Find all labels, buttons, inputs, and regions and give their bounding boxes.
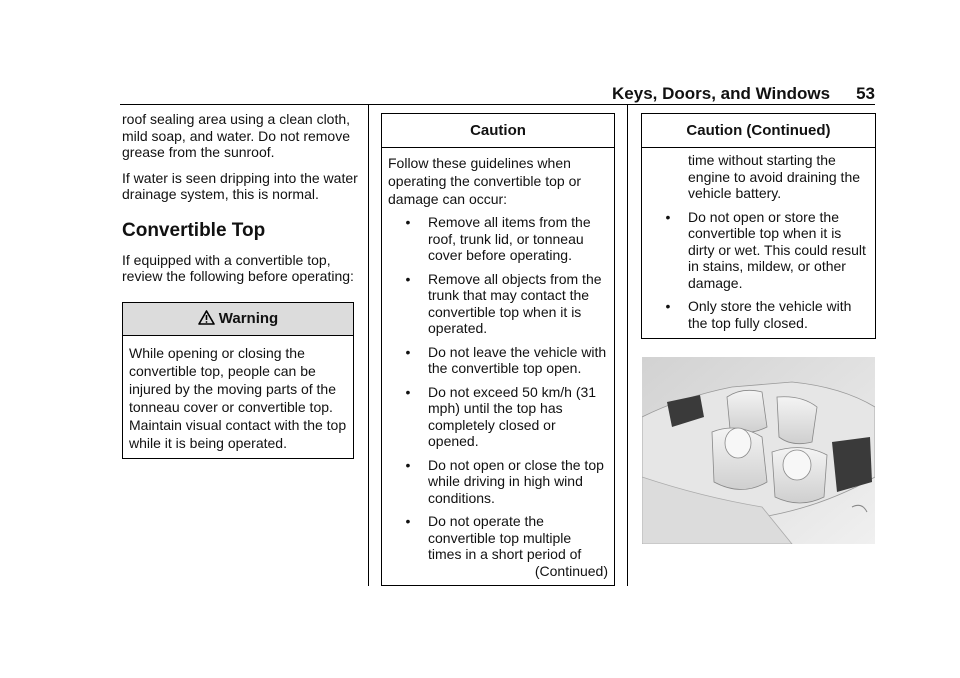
caution-continued-box [641, 113, 876, 339]
bullet: • [665, 298, 671, 314]
running-header [612, 84, 875, 104]
warning-title: Warning [218, 309, 279, 327]
paragraph-intro: If equipped with a convertible top, review the following before operating: [122, 251, 354, 284]
list-item: • Do not open or close the top while driving in high wind conditions. [388, 457, 608, 507]
caution-continued-body [642, 148, 875, 338]
caution-body [382, 148, 614, 585]
list-item: • Do not leave the vehicle with the convertible top open. [388, 344, 608, 377]
caution-box [381, 113, 615, 586]
bullet: • [405, 456, 411, 473]
section-heading: Convertible Top [122, 219, 266, 241]
warning-box [122, 302, 354, 459]
bullet: • [405, 270, 411, 287]
list-item: • Do not operate the convertible top multiple times in a short period of [388, 513, 608, 563]
caution-header: Caution [382, 114, 614, 148]
bullet: • [665, 208, 671, 225]
column-left [122, 111, 358, 459]
list-item: • Remove all objects from the trunk that may contact the convertible top when it is operated. [388, 271, 608, 337]
list-item: • Do not open or store the convertible top when it is dirty or wet. This could result in stains, mildew, or other damage. [648, 209, 869, 292]
caution-continued-header: Caution (Continued) [642, 114, 875, 148]
warning-header [123, 303, 353, 336]
continued-text: time without starting the engine to avoid draining the vehicle battery. [688, 152, 861, 201]
list-item: • Do not exceed 50 km/h (31 mph) until the top has completely closed or opened. [388, 384, 608, 450]
column-divider-2 [627, 104, 628, 586]
list-item: • Only store the vehicle with the top fully closed. [648, 298, 869, 331]
warning-text: While opening or closing the convertible top, people can be injured by the moving parts of the tonneau cover or convertible top. Maintain visual contact with the top while it is being operated. [129, 344, 347, 451]
bullet: • [405, 383, 411, 400]
column-divider-1 [368, 104, 369, 586]
page-number: 53 [856, 84, 875, 103]
paragraph-drainage: If water is seen dripping into the water drainage system, this is normal. [122, 169, 358, 202]
paragraph-sealing: roof sealing area using a clean cloth, mild soap, and water. Do not remove grease from the sunroof. [122, 111, 351, 160]
warning-triangle-icon [198, 310, 215, 325]
section-title: Keys, Doors, and Windows [612, 84, 831, 103]
bullet: • [405, 343, 411, 360]
convertible-interior-illustration [642, 357, 875, 544]
continued-label: (Continued) [534, 562, 608, 579]
list-item: • Remove all items from the roof, trunk lid, or tonneau cover before operating. [388, 214, 608, 264]
header-rule [120, 104, 875, 105]
caution-lead: Follow these guidelines when operating the convertible top or damage can occur: [388, 155, 582, 207]
bullet: • [405, 513, 411, 529]
bullet: • [405, 214, 411, 230]
